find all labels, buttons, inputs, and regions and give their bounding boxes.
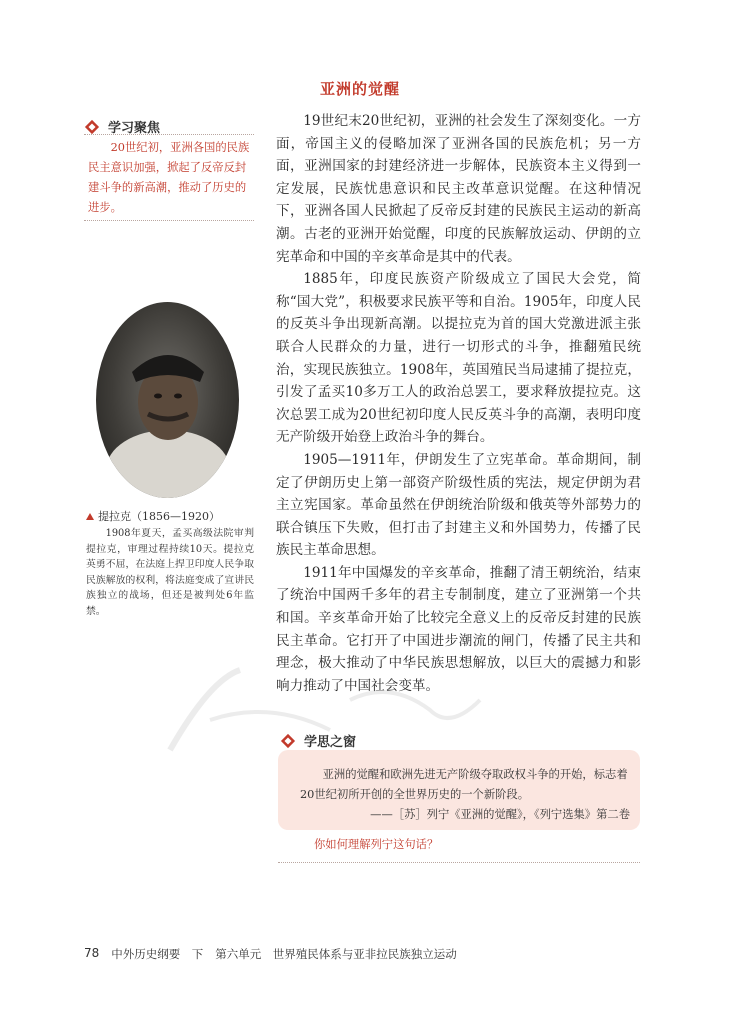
main-text [276,110,641,697]
triangle-icon [86,513,94,520]
caption-body: 1908年夏天，孟买高级法院审判提拉克，审理过程持续10天。提拉克英勇不屈，在法庭上捍卫印度人民争取民族解放的权利，将法庭变成了宣讲民族独立的战场，但还是被判处6年监禁。 [86,528,254,617]
focus-text: 20世纪初，亚洲各国的民族民主意识加强，掀起了反帝反封建斗争的新高潮，推动了历史的进步。 [88,141,250,214]
caption-title [86,508,220,524]
lenin-quote: 亚洲的觉醒和欧洲先进无产阶级夺取政权斗争的开始，标志着20世纪初所开创的全世界历史的一个新阶段。 [300,768,628,801]
diamond-icon [84,119,100,135]
tilak-portrait [96,302,239,498]
section-title: 亚洲的觉醒 [319,80,400,98]
divider [278,862,640,863]
paragraph: 1905—1911年，伊朗发生了立宪革命。革命期间，制定了伊朗历史上第一部资产阶级性质的宪法，规定伊朗为君主立宪国家。革命虽然在伊朗统治阶级和俄英等外部势力的联合镇压下失败，但打击了封建主义和外国势力，传播了民族民主革命思想。 [276,451,641,559]
caption-title-text: 提拉克（1856—1920） [98,510,220,523]
page-number: 78 [84,946,100,960]
paragraph: 19世纪末20世纪初，亚洲的社会发生了深刻变化。一方面，帝国主义的侵略加深了亚洲各国的民族危机；另一方面，亚洲国家的封建经济进一步解体，民族资本主义得到一定发展，民族忧患意识和民主改革意识觉醒。在这种情况下，亚洲各国人民掀起了反帝反封建的民族民主运动的新高潮。古老的亚洲开始觉醒，印度的民族解放运动、伊朗的立宪革命和中国的辛亥革命是其中的代表。 [276,113,641,265]
diamond-icon [280,733,296,749]
thinking-question: 你如何理解列宁这句话？ [314,838,439,851]
paragraph: 1885年，印度民族资产阶级成立了国民大会党，简称“国大党”，积极要求民族平等和自治。1905年，印度人民的反英斗争出现新高潮。以提拉克为首的国大党激进派主张联合人民群众的力量，进行一切形式的斗争，推翻殖民统治，实现民族独立。1908年，英国殖民当局逮捕了提拉克，引发了孟买10多万工人的政治总罢工，要求释放提拉克。这次总罢工成为20世纪初印度人民反英斗争的高潮，表明印度无产阶级开始登上政治斗争的舞台。 [276,271,641,446]
page-footer [84,946,457,962]
quote-source: ——［苏］列宁《亚洲的觉醒》，《列宁选集》第二卷 [370,808,630,821]
thinking-heading [280,731,356,750]
paragraph: 1911年中国爆发的辛亥革命，推翻了清王朝统治，结束了统治中国两千多年的君主专制制度，建立了亚洲第一个共和国。辛亥革命开始了比较完全意义上的反帝反封建的民族民主革命。它打开了中国进步潮流的闸门，传播了民主共和理念，极大推动了中华民族思想解放，以巨大的震撼力和影响力推动了中国社会变革。 [276,564,641,694]
book-title: 中外历史纲要 下 [111,947,204,961]
divider [84,134,254,135]
divider [84,220,254,221]
thinking-heading-label: 学思之窗 [304,735,357,750]
focus-heading-label: 学习聚焦 [108,121,161,136]
unit-title: 第六单元 世界殖民体系与亚非拉民族独立运动 [215,947,457,961]
